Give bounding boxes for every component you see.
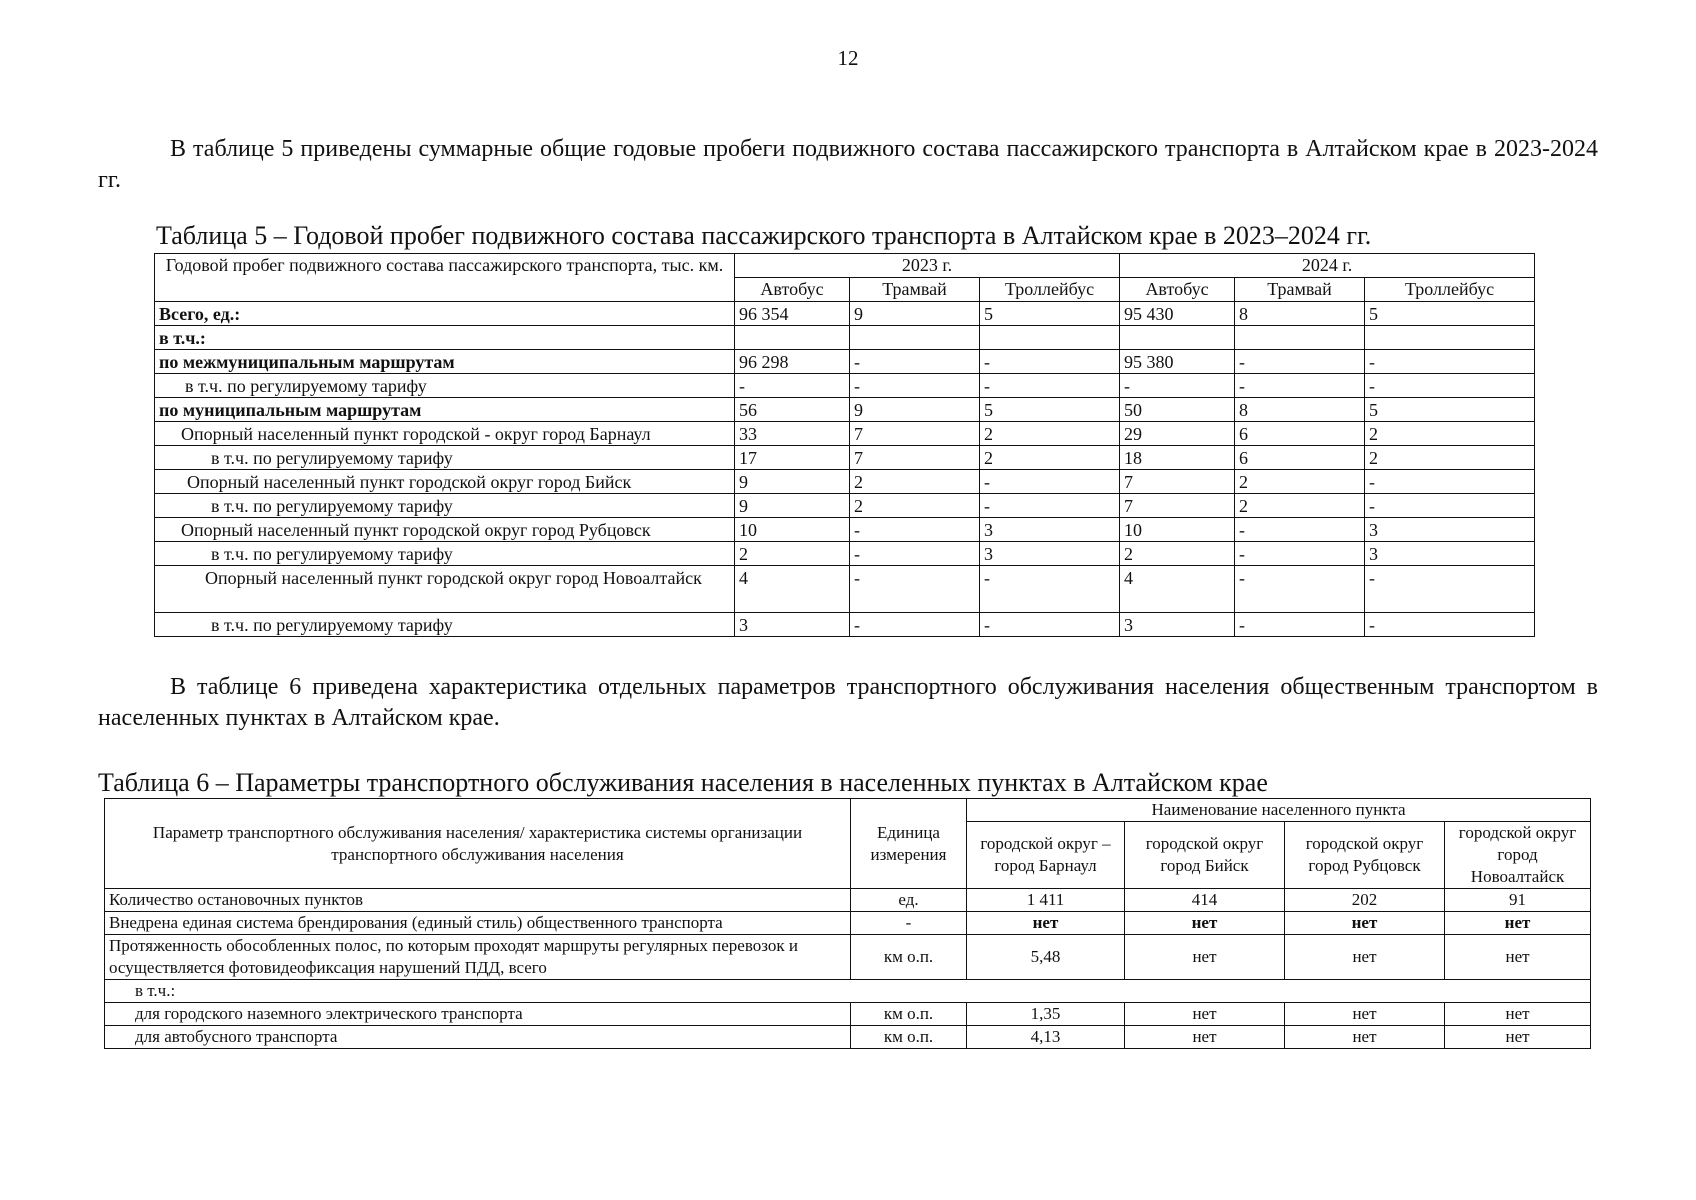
- cell: 18: [1120, 446, 1235, 470]
- cell: 2: [1120, 542, 1235, 566]
- row-label: по муниципальным маршрутам: [155, 398, 735, 422]
- cell: нет: [1445, 1003, 1591, 1026]
- row-label: для городского наземного электрического транспорта: [105, 1003, 851, 1026]
- cell: 50: [1120, 398, 1235, 422]
- cell: [1120, 326, 1235, 350]
- cell: нет: [1125, 935, 1285, 980]
- cell: -: [980, 350, 1120, 374]
- cell: -: [1235, 518, 1365, 542]
- cell: 56: [735, 398, 850, 422]
- row-label: Протяженность обособленных полос, по которым проходят маршруты регулярных перевозок и осуществляется фотовидеофиксация нарушений ПДД, всего: [105, 935, 851, 980]
- cell: 5: [1365, 398, 1535, 422]
- cell: 17: [735, 446, 850, 470]
- cell: -: [980, 374, 1120, 398]
- row-label: в т.ч. по регулируемому тарифу: [155, 494, 735, 518]
- cell: -: [1365, 374, 1535, 398]
- table6-col-biysk: городской округ город Бийск: [1125, 822, 1285, 889]
- cell: -: [850, 374, 980, 398]
- row-label: по межмуниципальным маршрутам: [155, 350, 735, 374]
- table5-caption: Таблица 5 – Годовой пробег подвижного состава пассажирского транспорта в Алтайском крае в 2023–2024 гг.: [156, 221, 1372, 250]
- cell: -: [980, 494, 1120, 518]
- cell-unit: ед.: [851, 889, 967, 912]
- cell: 7: [850, 446, 980, 470]
- cell: 3: [735, 613, 850, 637]
- table-row: [155, 518, 1535, 542]
- table5-col-bus-2024: Автобус: [1120, 278, 1235, 302]
- cell: -: [980, 613, 1120, 637]
- cell: 96 354: [735, 302, 850, 326]
- cell: 3: [1365, 542, 1535, 566]
- intro-paragraph-table6: В таблице 6 приведена характеристика отдельных параметров транспортного обслуживания населения общественным транспортом в населенных пунктах в Алтайском крае.: [98, 674, 1598, 731]
- cell: 10: [735, 518, 850, 542]
- cell: 5,48: [967, 935, 1125, 980]
- row-label: в т.ч. по регулируемому тарифу: [155, 542, 735, 566]
- table6-header-row: [105, 799, 1591, 822]
- cell: 5: [980, 302, 1120, 326]
- cell-unit: -: [851, 912, 967, 935]
- cell: 4: [735, 566, 850, 613]
- cell: нет: [1285, 912, 1445, 935]
- table5-col-trolleybus-2024: Троллейбус: [1365, 278, 1535, 302]
- intro-paragraph-table5: В таблице 5 приведены суммарные общие годовые пробеги подвижного состава пассажирского транспорта в Алтайском крае в 2023-2024 гг.: [98, 136, 1598, 193]
- cell: 7: [850, 422, 980, 446]
- table6-header-unit: Единица измерения: [851, 799, 967, 889]
- table-row: [105, 1026, 1591, 1049]
- cell: -: [850, 566, 980, 613]
- table-row: [155, 422, 1535, 446]
- table-row: [155, 326, 1535, 350]
- table6-col-novoaltaysk: городской округ город Новоалтайск: [1445, 822, 1591, 889]
- cell: 96 298: [735, 350, 850, 374]
- table-row: [155, 446, 1535, 470]
- cell: 9: [850, 398, 980, 422]
- table5-col-tram-2023: Трамвай: [850, 278, 980, 302]
- row-label: для автобусного транспорта: [105, 1026, 851, 1049]
- cell: 7: [1120, 494, 1235, 518]
- cell: 2: [850, 494, 980, 518]
- cell: -: [1235, 374, 1365, 398]
- table6-col-barnaul: городской округ – город Барнаул: [967, 822, 1125, 889]
- cell: -: [980, 566, 1120, 613]
- cell: -: [1235, 542, 1365, 566]
- cell: 95 380: [1120, 350, 1235, 374]
- cell: [1365, 326, 1535, 350]
- cell: -: [1235, 350, 1365, 374]
- cell: нет: [1125, 1026, 1285, 1049]
- cell: -: [850, 613, 980, 637]
- cell: нет: [1125, 912, 1285, 935]
- cell: 10: [1120, 518, 1235, 542]
- table5-annual-mileage: [154, 253, 1535, 637]
- cell: 3: [1120, 613, 1235, 637]
- cell: -: [1365, 350, 1535, 374]
- cell: нет: [967, 912, 1125, 935]
- cell: 29: [1120, 422, 1235, 446]
- table-row: [155, 374, 1535, 398]
- cell: 1,35: [967, 1003, 1125, 1026]
- row-label: Количество остановочных пунктов: [105, 889, 851, 912]
- table5-col-bus-2023: Автобус: [735, 278, 850, 302]
- cell: нет: [1285, 1026, 1445, 1049]
- cell: нет: [1445, 935, 1591, 980]
- cell: -: [850, 518, 980, 542]
- cell: 2: [1235, 494, 1365, 518]
- row-label: в т.ч.:: [155, 326, 735, 350]
- cell: 7: [1120, 470, 1235, 494]
- cell-unit: км о.п.: [851, 935, 967, 980]
- cell: [850, 326, 980, 350]
- cell: нет: [1285, 935, 1445, 980]
- table5-header-param: Годовой пробег подвижного состава пассажирского транспорта, тыс. км.: [155, 254, 735, 302]
- table5-header-year-2023: 2023 г.: [735, 254, 1120, 278]
- cell: 9: [735, 494, 850, 518]
- cell: -: [1365, 494, 1535, 518]
- table-row: [155, 350, 1535, 374]
- cell: 91: [1445, 889, 1591, 912]
- cell: -: [1365, 613, 1535, 637]
- cell: -: [735, 374, 850, 398]
- row-label: в т.ч.:: [105, 980, 1591, 1003]
- cell: 414: [1125, 889, 1285, 912]
- cell: 3: [980, 542, 1120, 566]
- cell: -: [850, 542, 980, 566]
- row-label: в т.ч. по регулируемому тарифу: [155, 374, 735, 398]
- table6-col-rubtsovsk: городской округ город Рубцовск: [1285, 822, 1445, 889]
- table-row: [155, 494, 1535, 518]
- cell: 2: [850, 470, 980, 494]
- cell: нет: [1445, 912, 1591, 935]
- cell: 33: [735, 422, 850, 446]
- table-row: [155, 542, 1535, 566]
- cell: 6: [1235, 446, 1365, 470]
- row-label: Опорный населенный пункт городской округ город Бийск: [155, 470, 735, 494]
- table-row: [155, 566, 1535, 613]
- table5-header-year-2024: 2024 г.: [1120, 254, 1535, 278]
- cell: 8: [1235, 398, 1365, 422]
- table6-header-settlement-group: Наименование населенного пункта: [967, 799, 1591, 822]
- cell: -: [850, 350, 980, 374]
- cell: 2: [980, 446, 1120, 470]
- cell: 3: [1365, 518, 1535, 542]
- table6-header-param: Параметр транспортного обслуживания населения/ характеристика системы организации транспортного обслуживания населения: [105, 799, 851, 889]
- table-row: [105, 912, 1591, 935]
- cell: 6: [1235, 422, 1365, 446]
- table5-col-trolleybus-2023: Троллейбус: [980, 278, 1120, 302]
- cell: [735, 326, 850, 350]
- cell: [1235, 326, 1365, 350]
- cell: 4,13: [967, 1026, 1125, 1049]
- row-label: в т.ч. по регулируемому тарифу: [155, 446, 735, 470]
- table-row: [105, 935, 1591, 980]
- cell: -: [1120, 374, 1235, 398]
- cell: 2: [1235, 470, 1365, 494]
- table6-caption: Таблица 6 – Параметры транспортного обслуживания населения в населенных пунктах в Алтайском крае: [98, 768, 1268, 797]
- cell-unit: км о.п.: [851, 1026, 967, 1049]
- table6-transport-service-parameters: [104, 798, 1591, 1049]
- table-row: [155, 470, 1535, 494]
- row-label: Опорный населенный пункт городской - округ город Барнаул: [155, 422, 735, 446]
- cell: 9: [735, 470, 850, 494]
- cell: нет: [1445, 1026, 1591, 1049]
- cell: 4: [1120, 566, 1235, 613]
- row-label: Внедрена единая система брендирования (единый стиль) общественного транспорта: [105, 912, 851, 935]
- cell: -: [1235, 613, 1365, 637]
- table-row: [155, 613, 1535, 637]
- cell: 1 411: [967, 889, 1125, 912]
- row-label: Опорный населенный пункт городской округ город Новоалтайск: [155, 566, 735, 613]
- cell: 9: [850, 302, 980, 326]
- table-row: [105, 980, 1591, 1003]
- cell-unit: км о.п.: [851, 1003, 967, 1026]
- table-row: [105, 1003, 1591, 1026]
- row-label: в т.ч. по регулируемому тарифу: [155, 613, 735, 637]
- cell: 95 430: [1120, 302, 1235, 326]
- cell: 2: [980, 422, 1120, 446]
- table5-header-row: [155, 254, 1535, 278]
- cell: -: [1365, 566, 1535, 613]
- cell: -: [1365, 470, 1535, 494]
- cell: -: [1235, 566, 1365, 613]
- row-label: Опорный населенный пункт городской округ город Рубцовск: [155, 518, 735, 542]
- cell: 202: [1285, 889, 1445, 912]
- table5-col-tram-2024: Трамвай: [1235, 278, 1365, 302]
- table-row: [105, 889, 1591, 912]
- cell: 3: [980, 518, 1120, 542]
- cell: [980, 326, 1120, 350]
- cell: нет: [1125, 1003, 1285, 1026]
- table-row: [155, 398, 1535, 422]
- cell: 5: [980, 398, 1120, 422]
- cell: 2: [1365, 422, 1535, 446]
- cell: нет: [1285, 1003, 1445, 1026]
- cell: 2: [735, 542, 850, 566]
- page-number: 12: [837, 46, 859, 70]
- cell: 8: [1235, 302, 1365, 326]
- row-label: Всего, ед.:: [155, 302, 735, 326]
- table-row: [155, 302, 1535, 326]
- cell: 5: [1365, 302, 1535, 326]
- cell: -: [980, 470, 1120, 494]
- cell: 2: [1365, 446, 1535, 470]
